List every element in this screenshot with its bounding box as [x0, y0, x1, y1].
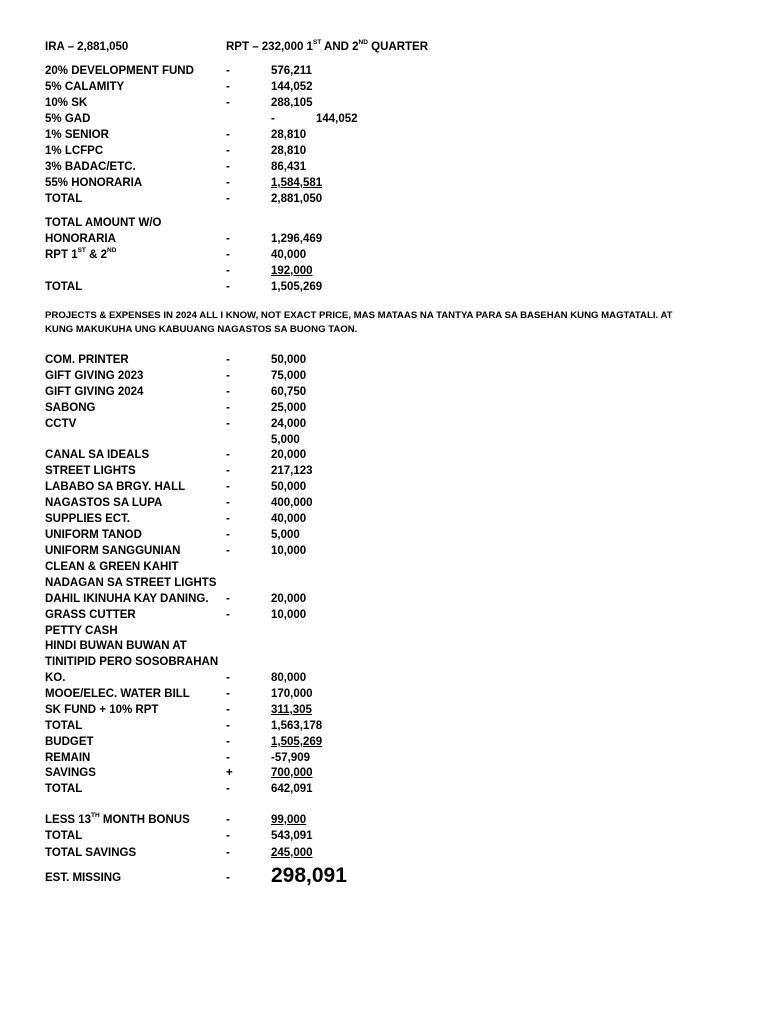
- rpt-label: RPT 1ST & 2ND: [45, 247, 117, 261]
- est-missing-value: 298,091: [271, 864, 347, 887]
- rpt-amount: RPT – 232,000 1ST AND 2ND QUARTER: [226, 39, 428, 53]
- document-page: IRA – 2,881,050 RPT – 232,000 1ST AND 2ND QUARTER 20% DEVELOPMENT FUND - 576,211 5% CALAMITY - 144,052 10% SK - 288,105 5% GAD - 144,052 1% SENIOR - 28,810 1% LCFPC - 28,810 3% BADAC/ETC. - 86,431 55% HONORARIA - 1,584,581 TOTAL - 2,881,050 TOTAL AMOUNT W/O HONORARIA - 1,296,469 RPT 1ST & 2ND - 40,000 - 192,000 TOTAL - 1,505,269 PROJECTS & EXPENSES IN 2024 ALL I KNOW, NOT EXACT PRICE, MAS MATAAS NA TANTYA PARA SA BASEHAN KUNG MAGTATALI. AT KUNG MAKUKUHA UNG KABUUANG NAGASTOS SA BUONG TAON. COM. PRINTER - 50,000 GIFT GIVING 2023 - 75,000 GIFT GIVING 2024 - 60,750 SABONG - 25,000 CCTV - 24,000 5,000 CANAL SA IDEALS - 20,000 STREET LIGHTS - 217,123 LABABO SA BRGY. HALL - 50,000 NAGASTOS SA LUPA - 400,000 SUPPLIES ECT. - 40,000 UNIFORM TANOD - 5,000 UNIFORM SANGGUNIAN - 10,000 CLEAN & GREEN KAHIT NADAGAN SA STREET LIGHTS DAHIL IKINUHA KAY DANING. - 20,000 GRASS CUTTER - 10,000 PETTY CASH HINDI BUWAN BUWAN AT TINITIPID PERO SOSOBRAHAN KO. - 80,000 MOOE/ELEC. WATER BILL - 170,000 SK FUND + 10% RPT - 311,305 TOTAL - 1,563,178 BUDGET - 1,505,269 REMAIN - -57,909 SAVINGS + 700,000 TOTAL - 642,091 LESS 13TH MONTH BONUS - 99,000 TOTAL - 543,091 TOTAL SAVINGS - 245,000 EST. MISSING - 298,091: [0, 0, 768, 1024]
- ira-amount: IRA – 2,881,050: [45, 41, 129, 53]
- bonus-label: LESS 13TH MONTH BONUS: [45, 812, 190, 826]
- projects-note: PROJECTS & EXPENSES IN 2024 ALL I KNOW, NOT EXACT PRICE, MAS MATAAS NA TANTYA PARA SA BASEHAN KUNG MAGTATALI. AT KUNG MAKUKUHA UNG KABUUANG NAGASTOS SA BUONG TAON.: [45, 310, 673, 335]
